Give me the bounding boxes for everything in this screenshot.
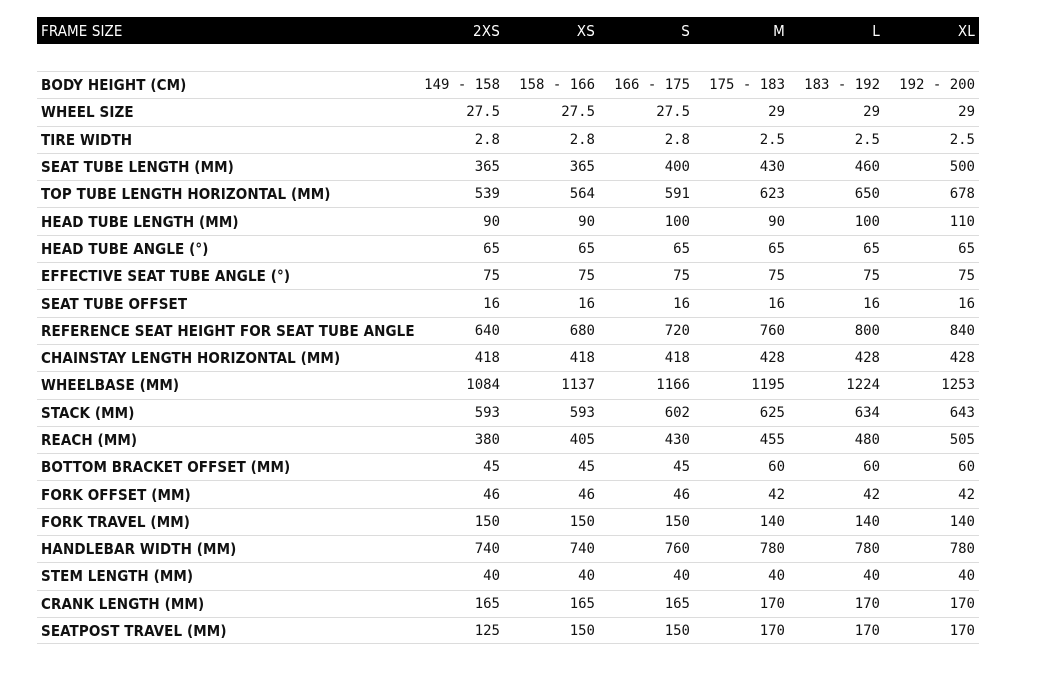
row-value: 602 (664, 404, 690, 421)
row-value: 400 (664, 159, 690, 176)
row-value: 16 (768, 295, 785, 312)
row-value: 455 (759, 432, 785, 448)
row-value: 192 - 200 (899, 77, 975, 94)
row-value: 42 (768, 486, 785, 503)
row-label: SEAT TUBE LENGTH (MM) (41, 158, 234, 177)
row-value: 125 (474, 622, 500, 639)
row-value: 16 (673, 295, 690, 312)
row-label: HANDLEBAR WIDTH (MM) (41, 540, 237, 559)
table-row (37, 180, 979, 207)
row-value: 380 (474, 432, 500, 448)
row-value: 170 (949, 595, 975, 612)
geometry-table (37, 17, 979, 644)
row-value: 591 (664, 186, 690, 203)
row-value: 75 (578, 268, 595, 285)
row-value: 1137 (561, 377, 595, 394)
row-value: 1253 (941, 377, 975, 394)
table-row (37, 535, 979, 562)
row-value: 150 (664, 622, 690, 639)
row-value: 46 (483, 486, 500, 503)
row-value: 365 (569, 159, 595, 176)
header-size-s: S (681, 21, 690, 40)
row-value: 740 (569, 541, 595, 558)
row-value: 460 (854, 159, 880, 176)
row-value: 418 (664, 350, 690, 367)
row-value: 140 (759, 513, 785, 530)
row-value: 678 (949, 186, 975, 203)
row-value: 430 (759, 159, 785, 176)
row-value: 42 (958, 486, 975, 503)
row-value: 75 (863, 268, 880, 285)
row-value: 634 (854, 404, 880, 421)
row-value: 643 (949, 404, 975, 421)
row-value: 40 (578, 568, 595, 585)
row-value: 100 (854, 213, 880, 230)
row-value: 90 (483, 213, 500, 230)
table-row (37, 207, 979, 234)
row-value: 150 (569, 513, 595, 530)
row-value: 2.8 (569, 131, 595, 148)
row-value: 150 (664, 513, 690, 530)
row-value: 623 (759, 186, 785, 203)
row-value: 150 (474, 513, 500, 530)
row-label: STACK (MM) (41, 403, 135, 422)
row-value: 480 (854, 432, 880, 448)
row-label: WHEELBASE (MM) (41, 376, 180, 395)
row-value: 40 (483, 568, 500, 585)
row-value: 500 (949, 159, 975, 176)
table-row (37, 235, 979, 262)
table-row (37, 371, 979, 398)
row-value: 90 (578, 213, 595, 230)
row-value: 418 (474, 350, 500, 367)
row-value: 740 (474, 541, 500, 558)
row-value: 800 (854, 322, 880, 339)
header-label: FRAME SIZE (41, 21, 123, 40)
table-row (37, 71, 979, 98)
row-value: 16 (863, 295, 880, 312)
row-label: SEAT TUBE OFFSET (41, 294, 188, 313)
row-value: 90 (768, 213, 785, 230)
row-value: 183 - 192 (804, 77, 880, 94)
row-value: 40 (863, 568, 880, 585)
row-label: HEAD TUBE LENGTH (MM) (41, 212, 239, 231)
row-value: 27.5 (656, 104, 690, 121)
row-value: 760 (664, 541, 690, 558)
row-value: 29 (768, 104, 785, 121)
row-value: 2.8 (664, 131, 690, 148)
row-value: 65 (578, 240, 595, 257)
row-label: CRANK LENGTH (MM) (41, 594, 205, 613)
row-value: 1084 (466, 377, 500, 394)
table-row (37, 262, 979, 289)
row-value: 680 (569, 322, 595, 339)
row-value: 720 (664, 322, 690, 339)
row-value: 65 (863, 240, 880, 257)
row-value: 65 (673, 240, 690, 257)
row-label: TIRE WIDTH (41, 130, 133, 149)
row-label: STEM LENGTH (MM) (41, 567, 194, 586)
row-value: 418 (569, 350, 595, 367)
row-value: 27.5 (466, 104, 500, 121)
row-value: 840 (949, 322, 975, 339)
row-value: 593 (474, 404, 500, 421)
row-value: 27.5 (561, 104, 595, 121)
row-value: 1166 (656, 377, 690, 394)
row-value: 46 (673, 486, 690, 503)
row-value: 60 (863, 459, 880, 476)
header-size-m: M (773, 21, 785, 40)
row-value: 165 (569, 595, 595, 612)
row-value: 16 (578, 295, 595, 312)
row-label: FORK OFFSET (MM) (41, 485, 191, 504)
row-value: 428 (759, 350, 785, 367)
row-label: BODY HEIGHT (CM) (41, 76, 187, 95)
row-value: 140 (949, 513, 975, 530)
row-value: 65 (958, 240, 975, 257)
row-value: 405 (569, 432, 595, 448)
header-size-2xs: 2XS (473, 21, 500, 40)
row-value: 170 (854, 595, 880, 612)
row-value: 170 (949, 622, 975, 639)
row-value: 564 (569, 186, 595, 203)
header-size-l: L (872, 21, 880, 40)
row-value: 40 (673, 568, 690, 585)
row-label: EFFECTIVE SEAT TUBE ANGLE (°) (41, 267, 291, 286)
row-value: 149 - 158 (424, 77, 500, 94)
header-size-xl: XL (957, 21, 975, 40)
row-label: WHEEL SIZE (41, 103, 134, 122)
row-value: 170 (854, 622, 880, 639)
row-value: 75 (483, 268, 500, 285)
row-value: 2.5 (949, 131, 975, 148)
row-value: 2.8 (474, 131, 500, 148)
table-row (37, 399, 979, 426)
row-value: 166 - 175 (614, 77, 690, 94)
table-row (37, 590, 979, 617)
row-value: 45 (578, 459, 595, 476)
row-value: 1224 (846, 377, 880, 394)
row-value: 110 (949, 213, 975, 230)
table-row (37, 562, 979, 589)
table-row (37, 617, 979, 644)
row-value: 75 (768, 268, 785, 285)
header-spacer (37, 44, 979, 71)
table-row (37, 126, 979, 153)
row-value: 29 (958, 104, 975, 121)
row-label: BOTTOM BRACKET OFFSET (MM) (41, 458, 291, 477)
row-value: 65 (483, 240, 500, 257)
row-value: 2.5 (759, 131, 785, 148)
row-label: TOP TUBE LENGTH HORIZONTAL (MM) (41, 185, 331, 204)
row-value: 625 (759, 404, 785, 421)
table-row (37, 480, 979, 507)
row-value: 780 (854, 541, 880, 558)
row-value: 60 (958, 459, 975, 476)
row-value: 175 - 183 (709, 77, 785, 94)
row-value: 165 (664, 595, 690, 612)
table-row (37, 153, 979, 180)
table-row (37, 453, 979, 480)
row-value: 428 (949, 350, 975, 367)
table-row (37, 426, 979, 453)
row-value: 150 (569, 622, 595, 639)
row-value: 16 (958, 295, 975, 312)
row-value: 42 (863, 486, 880, 503)
row-value: 780 (759, 541, 785, 558)
row-value: 165 (474, 595, 500, 612)
row-value: 65 (768, 240, 785, 257)
row-value: 1195 (751, 377, 785, 394)
header-size-xs: XS (576, 21, 595, 40)
row-value: 428 (854, 350, 880, 367)
row-value: 75 (958, 268, 975, 285)
table-row (37, 289, 979, 316)
row-value: 650 (854, 186, 880, 203)
row-value: 40 (958, 568, 975, 585)
row-value: 760 (759, 322, 785, 339)
table-body (37, 71, 979, 644)
row-label: CHAINSTAY LENGTH HORIZONTAL (MM) (41, 349, 341, 368)
row-value: 16 (483, 295, 500, 312)
row-value: 505 (949, 432, 975, 448)
row-value: 640 (474, 322, 500, 339)
row-value: 60 (768, 459, 785, 476)
row-value: 539 (474, 186, 500, 203)
row-value: 2.5 (854, 131, 880, 148)
table-row (37, 317, 979, 344)
row-value: 170 (759, 595, 785, 612)
row-value: 158 - 166 (519, 77, 595, 94)
row-value: 593 (569, 404, 595, 421)
table-header (37, 17, 979, 44)
row-label: FORK TRAVEL (MM) (41, 512, 191, 531)
row-label: SEATPOST TRAVEL (MM) (41, 621, 227, 640)
row-value: 430 (664, 432, 690, 448)
table-row (37, 98, 979, 125)
row-value: 365 (474, 159, 500, 176)
table-row (37, 344, 979, 371)
row-value: 40 (768, 568, 785, 585)
row-value: 46 (578, 486, 595, 503)
row-value: 140 (854, 513, 880, 530)
row-value: 780 (949, 541, 975, 558)
row-value: 45 (483, 459, 500, 476)
row-value: 170 (759, 622, 785, 639)
row-label: REFERENCE SEAT HEIGHT FOR SEAT TUBE ANGLE (41, 321, 415, 340)
row-value: 45 (673, 459, 690, 476)
row-label: HEAD TUBE ANGLE (°) (41, 239, 209, 258)
row-value: 29 (863, 104, 880, 121)
row-label: REACH (MM) (41, 431, 138, 449)
row-value: 75 (673, 268, 690, 285)
row-value: 100 (664, 213, 690, 230)
table-row (37, 508, 979, 535)
